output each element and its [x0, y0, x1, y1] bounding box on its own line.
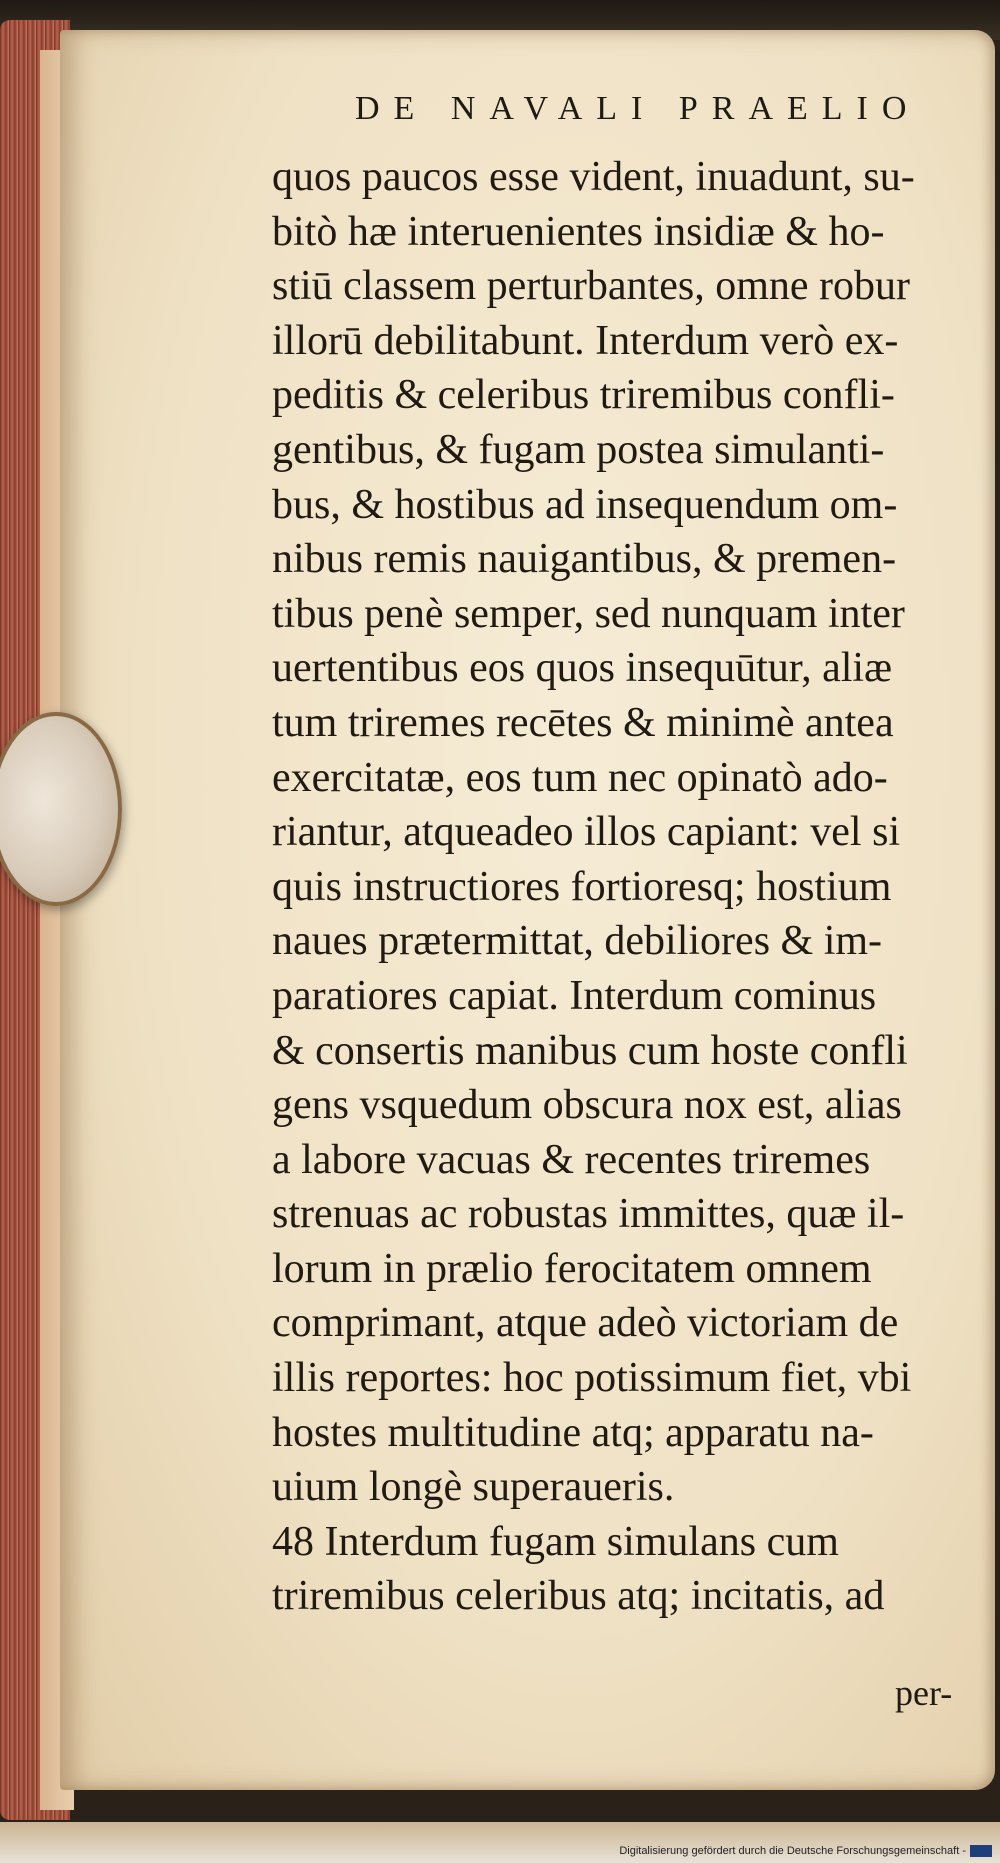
text-line: triremibus celeribus atq; incitatis, ad [272, 1573, 885, 1620]
running-title: DE NAVALI PRAELIO [355, 90, 921, 127]
text-line: exercitatæ, eos tum nec opinatò ado- [272, 754, 888, 801]
text-line: hostes multitudine atq; apparatu na- [272, 1409, 874, 1456]
text-line: strenuas ac robustas immittes, quæ il- [272, 1191, 905, 1238]
text-line: uertentibus eos quos insequūtur, aliæ [272, 645, 893, 692]
text-line: bus, & hostibus ad insequendum om- [272, 481, 898, 528]
text-line: peditis & celeribus triremibus confli- [272, 372, 895, 419]
digitization-credit [619, 1845, 992, 1857]
text-line: tum triremes recētes & minimè antea [272, 699, 894, 746]
scan-footer-strip [0, 1822, 1000, 1863]
text-line: gentibus, & fugam postea simulanti- [272, 426, 885, 473]
text-line: nibus remis nauigantibus, & premen- [272, 536, 897, 583]
text-line: a labore vacuas & recentes triremes [272, 1136, 871, 1183]
dfg-logo [970, 1845, 992, 1857]
text-line: tibus penè semper, sed nunquam inter [272, 590, 905, 637]
text-line: & consertis manibus cum hoste confli [272, 1027, 908, 1074]
text-line: 48 Interdum fugam simulans cum [272, 1518, 839, 1565]
text-line: naues prætermittat, debiliores & im- [272, 918, 883, 965]
text-line: uium longè superaueris. [272, 1464, 675, 1511]
text-line: gens vsquedum obscura nox est, alias [272, 1082, 902, 1129]
catchword: per- [895, 1673, 953, 1713]
text-line: quis instructiores fortioresq; hostium [272, 863, 892, 910]
text-line: bitò hæ interuenientes insidiæ & ho- [272, 208, 885, 255]
text-line: illis reportes: hoc potissimum fiet, vbi [272, 1355, 912, 1402]
text-line: quos paucos esse vident, inuadunt, su- [272, 154, 915, 200]
text-line: lorum in prælio ferocitatem omnem [272, 1245, 872, 1292]
text-line: stiū classem perturbantes, omne robur [272, 263, 910, 310]
text-line: riantur, atqueadeo illos capiant: vel si [272, 809, 901, 856]
text-line: comprimant, atque adeò victoriam de [272, 1300, 899, 1347]
credit-text: Digitalisierung gefördert durch die Deutsche Forschungsgemeinschaft - [619, 1845, 966, 1857]
text-line: illorū debilitabunt. Interdum verò ex- [272, 317, 899, 364]
page-text-block [272, 150, 962, 1624]
text-line: paratiores capiat. Interdum cominus [272, 972, 877, 1019]
